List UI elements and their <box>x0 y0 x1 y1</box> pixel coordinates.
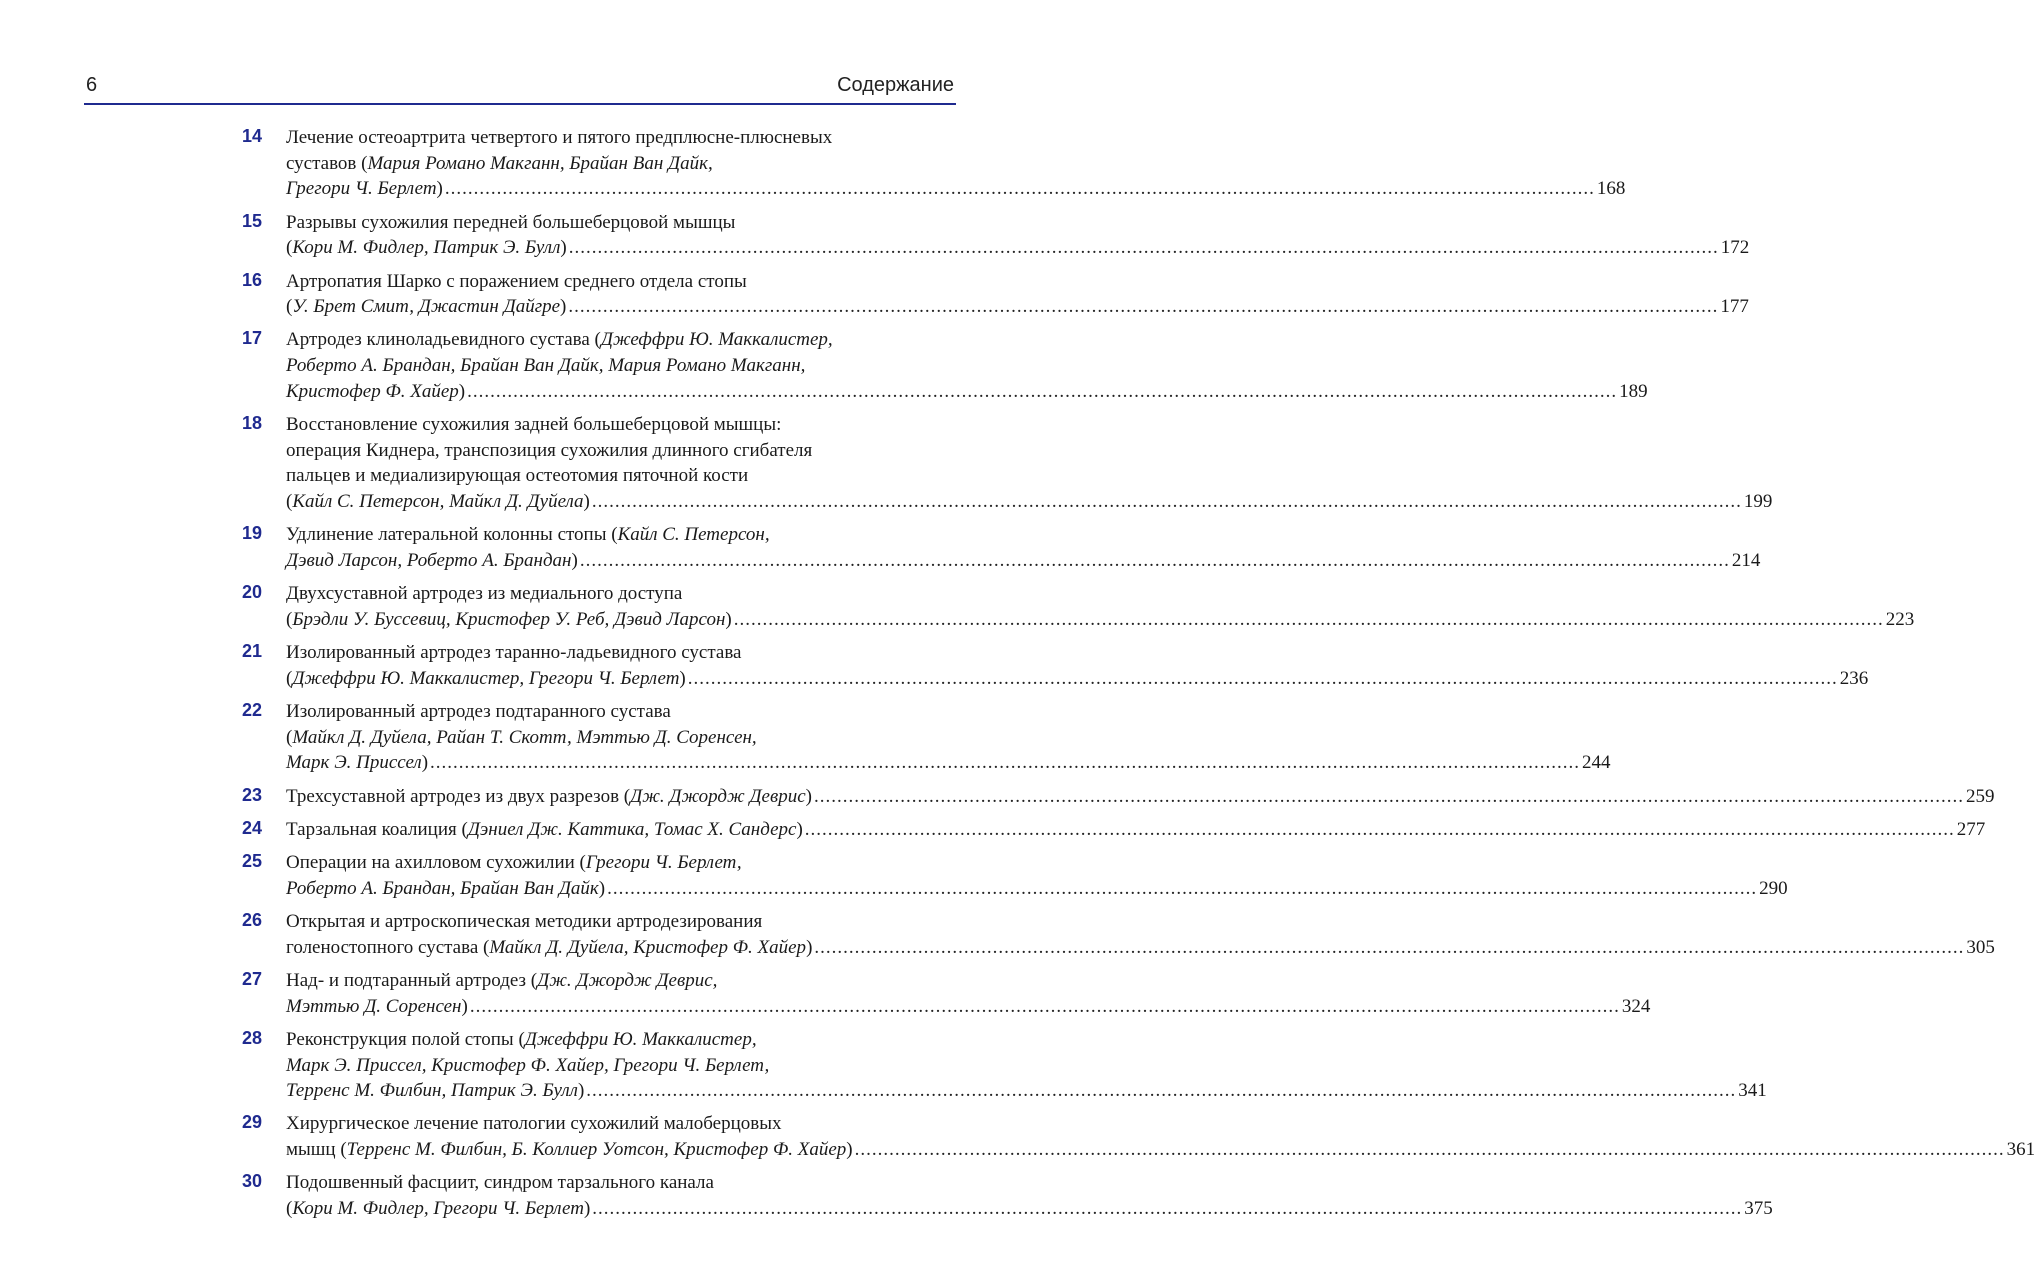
toc-entry[interactable] <box>0 327 1648 404</box>
toc-entry-line <box>286 294 1749 320</box>
chapter-authors: Роберто А. Брандан, Брайан Ван Дайк <box>286 877 599 899</box>
dot-leader: ........................................................................................................................................................................................................ <box>814 936 1965 958</box>
toc-entry-line <box>286 125 954 151</box>
chapter-authors: Брэдли У. Буссевиц, Кристофер У. Реб, Дэвид Ларсон <box>292 608 726 630</box>
chapter-authors: Дэниел Дж. Каттика, Томас Х. Сандерс <box>467 818 797 840</box>
chapter-number: 16 <box>241 269 262 290</box>
toc-entry[interactable] <box>0 581 1915 632</box>
toc-entry-line <box>286 750 1611 776</box>
chapter-title: Хирургическое лечение патологии сухожилий малоберцовых <box>286 1113 782 1135</box>
dot-leader: ........................................................................................................................................................................................................ <box>430 752 1581 774</box>
page-reference: 290 <box>1759 877 1788 899</box>
toc-entry-line <box>286 176 1626 202</box>
chapter-title: ) <box>598 877 606 899</box>
chapter-number: 29 <box>241 1112 262 1133</box>
page-reference: 168 <box>1596 178 1626 200</box>
page-reference: 277 <box>1956 818 1986 840</box>
chapter-title: суставов ( <box>286 152 368 174</box>
page-reference: 177 <box>1720 296 1749 318</box>
toc-entry[interactable] <box>0 817 1986 843</box>
chapter-title: ) <box>846 1139 853 1161</box>
chapter-authors: Джеффри Ю. Маккалистер, <box>524 1028 757 1050</box>
chapter-authors: Джеффри Ю. Маккалистер, Грегори Ч. Берлет <box>292 667 680 689</box>
toc-entry-line <box>286 210 954 236</box>
toc-entry-line <box>286 1196 1773 1222</box>
table-of-contents <box>0 125 2035 1229</box>
toc-entry-line <box>286 151 954 177</box>
chapter-title: Восстановление сухожилия задней большеберцовой мышцы: <box>286 414 782 436</box>
chapter-title: ( <box>286 608 293 630</box>
toc-entry-line <box>286 640 954 666</box>
toc-entry-line <box>286 327 954 353</box>
dot-leader: ........................................................................................................................................................................................................ <box>586 1080 1737 1102</box>
chapter-title: Артродез клиноладьевидного сустава ( <box>286 329 601 351</box>
chapter-number: 19 <box>241 523 262 544</box>
toc-entry-line <box>286 725 954 751</box>
chapter-title: ( <box>286 491 293 513</box>
toc-entry-line <box>286 994 1651 1020</box>
chapter-title: ) <box>679 667 686 689</box>
dot-leader: ........................................................................................................................................................................................................ <box>733 608 1884 630</box>
toc-entry[interactable] <box>0 1027 1767 1104</box>
chapter-title: ( <box>286 726 293 748</box>
chapter-authors: Джеффри Ю. Маккалистер, <box>600 329 833 351</box>
toc-entry[interactable] <box>0 210 1750 261</box>
chapter-title: Артропатия Шарко с поражением среднего отдела стопы <box>286 270 747 292</box>
chapter-title: голеностопного сустава ( <box>286 936 490 958</box>
dot-leader: ........................................................................................................................................................................................................ <box>804 818 1955 840</box>
chapter-title: Двухсуставной артродез из медиального доступа <box>286 583 683 605</box>
chapter-authors: Кристофер Ф. Хайер <box>286 380 459 402</box>
chapter-number: 24 <box>241 817 262 838</box>
chapter-title: Изолированный артродез таранно-ладьевидного сустава <box>286 642 742 664</box>
chapter-number: 27 <box>241 968 262 989</box>
toc-entry-line <box>286 699 954 725</box>
chapter-number: 28 <box>241 1027 262 1048</box>
chapter-title: ) <box>806 936 813 958</box>
chapter-authors: Терренс М. Филбин, Б. Коллиер Уотсон, Кристофер Ф. Хайер <box>346 1139 847 1161</box>
toc-entry-line <box>286 1027 954 1053</box>
page-number: 6 <box>86 74 98 96</box>
chapter-number: 22 <box>241 700 262 721</box>
toc-entry[interactable] <box>0 1111 2035 1162</box>
chapter-authors: Кайл С. Петерсон, <box>617 524 770 546</box>
chapter-number: 15 <box>241 210 262 231</box>
chapter-title: ) <box>583 1198 591 1220</box>
toc-entry[interactable] <box>0 269 1749 320</box>
page-reference: 223 <box>1885 608 1915 630</box>
dot-leader: ........................................................................................................................................................................................................ <box>607 877 1758 899</box>
page-reference: 305 <box>1966 936 1995 958</box>
toc-entry-line <box>286 379 1648 405</box>
section-title: Содержание <box>837 74 954 96</box>
toc-entry-line <box>286 1053 954 1079</box>
toc-entry-line <box>286 548 1761 574</box>
toc-entry[interactable] <box>0 850 1788 901</box>
dot-leader: ........................................................................................................................................................................................................ <box>568 237 1719 259</box>
page-reference: 259 <box>1966 785 1995 807</box>
chapter-authors: Марк Э. Приссел <box>286 752 422 774</box>
toc-entry-line <box>286 581 954 607</box>
chapter-number: 30 <box>241 1171 262 1192</box>
dot-leader: ........................................................................................................................................................................................................ <box>568 296 1719 318</box>
dot-leader: ........................................................................................................................................................................................................ <box>854 1139 2005 1161</box>
chapter-title: ( <box>286 296 293 318</box>
toc-entry-line <box>286 784 1995 810</box>
toc-entry-line <box>286 522 954 548</box>
toc-entry-line <box>286 850 954 876</box>
chapter-title: ) <box>560 237 567 259</box>
chapter-title: Удлинение латеральной колонны стопы ( <box>286 524 618 546</box>
chapter-title: Лечение остеоартрита четвертого и пятого предплюсне-плюсневых <box>286 127 833 148</box>
toc-entry[interactable] <box>0 909 1995 960</box>
chapter-authors: Кори М. Фидлер, Патрик Э. Булл <box>292 237 561 259</box>
chapter-title: ( <box>286 667 293 689</box>
toc-entry[interactable] <box>0 522 1761 573</box>
chapter-authors: Кайл С. Петерсон, Майкл Д. Дуйела <box>292 491 584 513</box>
chapter-number: 23 <box>241 784 262 805</box>
toc-entry[interactable] <box>0 125 1626 202</box>
chapter-title: Подошвенный фасциит, синдром тарзального канала <box>286 1172 714 1194</box>
chapter-title: ) <box>560 296 567 318</box>
toc-entry-line <box>286 269 954 295</box>
page-reference: 236 <box>1839 667 1869 689</box>
chapter-title: ) <box>461 995 468 1017</box>
toc-entry-line <box>286 909 954 935</box>
chapter-title: ) <box>725 608 732 630</box>
toc-entry[interactable] <box>0 1170 1773 1221</box>
chapter-title: Открытая и артроскопическая методики артродезирования <box>286 910 763 932</box>
toc-entry-line <box>286 666 1869 692</box>
page-reference: 199 <box>1743 491 1773 513</box>
toc-entry[interactable] <box>0 784 1995 810</box>
toc-entry-line <box>286 1078 1767 1104</box>
chapter-title: ) <box>436 178 443 200</box>
chapter-title: Тарзальная коалиция ( <box>286 818 468 840</box>
chapter-title: Трехсуставной артродез из двух разрезов ( <box>286 785 631 807</box>
toc-entry-line <box>286 1111 954 1137</box>
chapter-title: ) <box>571 550 578 572</box>
page-reference: 375 <box>1744 1198 1773 1220</box>
toc-entry-line <box>286 463 954 489</box>
page-reference: 189 <box>1619 380 1648 402</box>
chapter-authors: Мэттью Д. Соренсен <box>286 995 462 1017</box>
toc-entry-line <box>286 412 954 438</box>
chapter-authors: Роберто А. Брандан, Брайан Ван Дайк, Мария Романо Макганн, <box>286 355 806 377</box>
toc-entry-line <box>286 817 1986 843</box>
dot-leader: ........................................................................................................................................................................................................ <box>467 380 1618 402</box>
chapter-number: 21 <box>241 641 262 662</box>
chapter-authors: Майкл Д. Дуйела, Кристофер Ф. Хайер <box>489 936 807 958</box>
toc-entry[interactable] <box>0 640 1869 691</box>
toc-entry-line <box>286 607 1915 633</box>
chapter-title: Изолированный артродез подтаранного сустава <box>286 701 671 723</box>
chapter-title: мышц ( <box>286 1139 347 1161</box>
chapter-title: операция Киднера, транспозиция сухожилия длинного сгибателя <box>286 439 813 461</box>
chapter-number: 20 <box>241 582 262 603</box>
page-reference: 214 <box>1731 550 1761 572</box>
chapter-authors: Дэвид Ларсон, Роберто А. Брандан <box>286 550 572 572</box>
chapter-number: 17 <box>241 328 262 349</box>
chapter-number: 18 <box>241 413 262 434</box>
toc-entry-line <box>286 968 954 994</box>
chapter-authors: Майкл Д. Дуйела, Райан Т. Скотт, Мэттью Д. Соренсен, <box>292 726 757 748</box>
dot-leader: ........................................................................................................................................................................................................ <box>592 1198 1743 1220</box>
toc-entry-line <box>286 489 1773 515</box>
chapter-title: ) <box>577 1080 585 1102</box>
chapter-title: Над- и подтаранный артродез ( <box>286 969 538 991</box>
toc-entry-line <box>286 876 1788 902</box>
chapter-authors: Дж. Джордж Деврис, <box>537 969 718 991</box>
chapter-title: ) <box>805 785 812 807</box>
dot-leader: ........................................................................................................................................................................................................ <box>579 550 1730 572</box>
chapter-authors: Марк Э. Приссел, Кристофер Ф. Хайер, Грегори Ч. Берлет, <box>286 1054 770 1076</box>
chapter-authors: Кори М. Фидлер, Грегори Ч. Берлет <box>292 1198 584 1220</box>
chapter-authors: Терренс М. Филбин, Патрик Э. Булл <box>286 1080 578 1102</box>
dot-leader: ........................................................................................................................................................................................................ <box>814 785 1964 807</box>
toc-entry[interactable] <box>0 968 1651 1019</box>
chapter-authors: У. Брет Смит, Джастин Дайгре <box>292 296 561 318</box>
page-reference: 324 <box>1621 995 1651 1017</box>
chapter-number: 25 <box>241 851 262 872</box>
page-reference: 172 <box>1720 237 1750 259</box>
toc-entry-line <box>286 438 954 464</box>
dot-leader: ........................................................................................................................................................................................................ <box>469 995 1620 1017</box>
toc-entry-line <box>286 1170 954 1196</box>
dot-leader: ........................................................................................................................................................................................................ <box>444 178 1595 200</box>
chapter-authors: Мария Романо Макганн, Брайан Ван Дайк, <box>367 152 713 174</box>
chapter-title: ) <box>421 752 429 774</box>
toc-entry[interactable] <box>0 699 1611 776</box>
chapter-authors: Дж. Джордж Деврис <box>630 785 806 807</box>
dot-leader: ........................................................................................................................................................................................................ <box>687 667 1838 689</box>
toc-entry[interactable] <box>0 412 1773 515</box>
chapter-authors: Грегори Ч. Берлет, <box>585 852 742 874</box>
header-rule <box>84 103 956 105</box>
chapter-title: ) <box>796 818 803 840</box>
running-header <box>84 74 956 102</box>
toc-entry-line <box>286 353 954 379</box>
dot-leader: ........................................................................................................................................................................................................ <box>591 491 1742 513</box>
page-reference: 244 <box>1582 752 1611 774</box>
chapter-number: 26 <box>241 909 262 930</box>
chapter-title: ( <box>286 237 293 259</box>
chapter-title: Реконструкция полой стопы ( <box>286 1028 525 1050</box>
toc-entry-line <box>286 235 1750 261</box>
page-reference: 341 <box>1738 1080 1767 1102</box>
toc-entry-line <box>286 1137 2035 1163</box>
chapter-title: Разрывы сухожилия передней большеберцовой мышцы <box>286 211 736 233</box>
chapter-title: ) <box>583 491 590 513</box>
chapter-authors: Грегори Ч. Берлет <box>286 178 437 200</box>
chapter-number: 14 <box>241 126 262 146</box>
toc-entry-line <box>286 935 1995 961</box>
page-reference: 361 <box>2006 1139 2035 1161</box>
chapter-title: ( <box>286 1198 293 1220</box>
chapter-title: пальцев и медиализирующая остеотомия пяточной кости <box>286 465 749 487</box>
chapter-title: ) <box>458 380 466 402</box>
chapter-title: Операции на ахилловом сухожилии ( <box>286 852 586 874</box>
